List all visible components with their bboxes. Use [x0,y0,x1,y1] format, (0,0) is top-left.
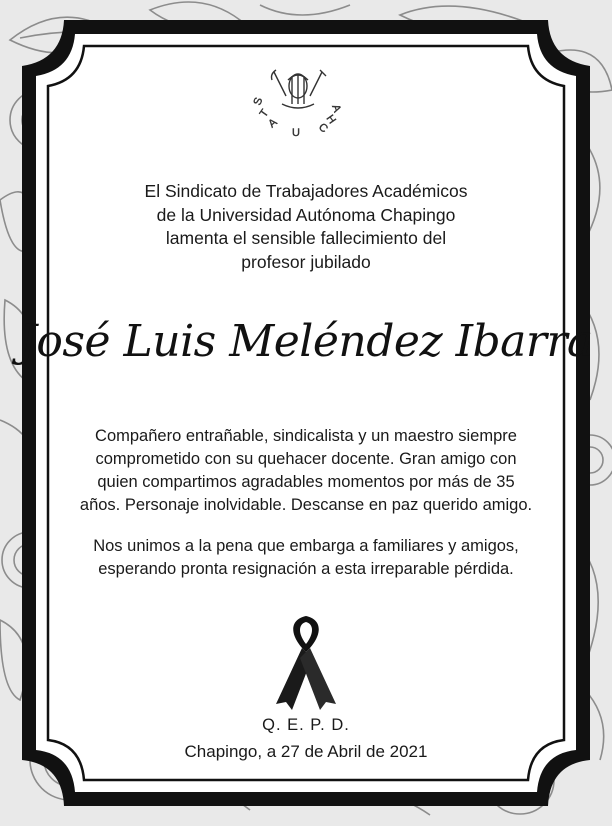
qepd-text: Q. E. P. D. [262,716,350,734]
svg-text:T: T [257,107,272,120]
intro-line: de la Universidad Autónoma Chapingo [156,204,456,225]
stuacj-union-emblem-icon [272,70,327,108]
svg-text:A: A [329,102,343,114]
intro-line: lamenta el sensible fallecimiento del [165,228,447,248]
condolence-line: Nos unimos a la pena que embarga a familiares y amigos, [93,537,519,555]
condolence-line: esperando pronta resignación a esta irreparable pérdida. [98,560,514,578]
intro-line: El Sindicato de Trabajadores Académicos [144,181,468,201]
svg-text:U: U [292,127,300,139]
union-logo [252,66,344,140]
svg-text:S: S [252,96,266,108]
svg-text:H: H [323,112,338,127]
intro-line: profesor jubilado [241,251,371,272]
mourning-ribbon-icon [270,612,342,712]
tribute-line: años. Personaje inolvidable. Descanse en paz querido amigo. [79,496,533,514]
place-date: Chapingo, a 27 de Abril de 2021 [184,742,428,761]
svg-text:A: A [266,116,280,131]
tribute-line: Compañero entrañable, sindicalista y un maestro siempre [95,427,517,445]
tribute-line: comprometido con su quehacer docente. Gran amigo con [95,450,517,468]
deceased-name: José Luis Meléndez Ibarra [19,316,593,367]
tribute-paragraph [0,425,612,517]
announcement-intro [0,180,612,274]
svg-text:C: C [316,121,330,136]
condolence-paragraph [0,535,612,581]
tribute-line: quien compartimos agradables momentos por más de 35 [97,473,515,491]
